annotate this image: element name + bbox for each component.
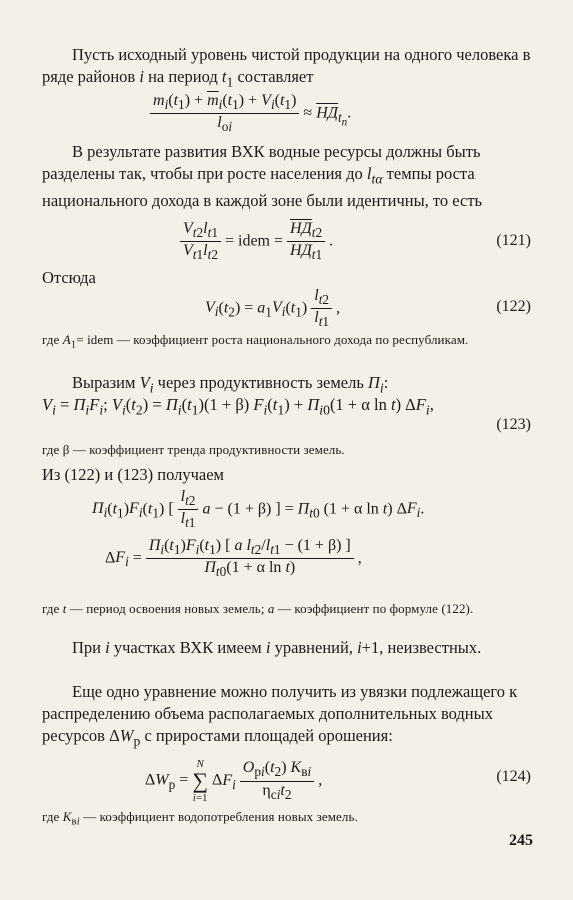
equation-income: $\frac{m_i(t_1) + \overline{m}_i(t_1) + V_i(t_1)}{l_{oi}}$ ≈ $НД_{t_n}$. bbox=[150, 92, 351, 135]
equation-123: $V_i = П_iF_i$; $V_i(t_2) = П_i(t_1)(1 + \beta) F_i(t_1) + П_{i0}(1 + \alpha$ ln t) $\Delta F_i$, bbox=[42, 395, 434, 418]
paragraph-2: В результате развития ВХК водные ресурсы должны быть разделены так, чтобы при росте населения до $l_{t\alpha}$ темпы роста национального дохода в каждой зоне были идентичны, то есть bbox=[42, 142, 483, 211]
equation-122: $V_i(t_2) = a_1V_i(t_1)$ $\frac{l_{t2}}{l_{t1}}$ , bbox=[205, 287, 341, 330]
paragraph-9: При i участках ВХК имеем i уравнений, i+1, неизвестных. bbox=[72, 638, 482, 657]
equation-124: $\Delta W_р$ = N ∑ i=1 $\Delta F_i$ $\frac{O_{рi}(t_2) K_{вi}}{\eta_{сi}t_2}$ , bbox=[145, 758, 323, 804]
equation-number-121: (121) bbox=[496, 232, 531, 249]
page-number: 245 bbox=[509, 832, 533, 849]
equation-number-124: (124) bbox=[496, 768, 531, 785]
equation-combined: $П_i(t_1)F_i(t_1)$ [ $\frac{l_{t2}}{l_{t1}}$ a − (1 + β) ] = $П_{t0}$ (1 + α ln t) $\Delta F_i$. bbox=[92, 488, 425, 531]
paragraph-1: Пусть исходный уровень чистой продукции на одного человека в ряде районов i на период $t_1$ составляет bbox=[42, 45, 531, 90]
equation-delta-f: $\Delta F_i$ = $\frac{П_i(t_1)F_i(t_1) [ a l_{t2}/l_{t1} - (1 + \beta) ]}{П_{t0}(1 + \alpha \ln t)}$ , bbox=[105, 537, 362, 580]
equation-number-123: (123) bbox=[496, 416, 531, 433]
equation-number-122: (122) bbox=[496, 298, 531, 315]
paragraph-6: где β — коэффициент тренда продуктивности земель. bbox=[42, 442, 345, 457]
paragraph-7: Из (122) и (123) получаем bbox=[42, 465, 224, 484]
paragraph-11: где $K_{вi}$ — коэффициент водопотребления новых земель. bbox=[42, 809, 358, 828]
paragraph-4: где $A_1=$ idem — коэффициент роста национального дохода по республикам. bbox=[42, 332, 469, 351]
equation-121: $\frac{V_{t2}l_{t1}}{V_{t1}l_{t2}}$ = idem = $\frac{НД_{t2}}{НД_{t1}}$ . bbox=[180, 220, 333, 263]
paragraph-3: Отсюда bbox=[42, 268, 96, 287]
paragraph-8: где t — период освоения новых земель; a — коэффициент по формуле (122). bbox=[42, 601, 474, 616]
paragraph-10: Еще одно уравнение можно получить из увязки подлежащего к распределению объема располагаемых дополнительных водных ресурсов $\Delta W_р$ с приростами площадей орошения: bbox=[42, 682, 518, 749]
paragraph-5: Выразим $V_i$ через продуктивность земель $П_i$: bbox=[72, 373, 389, 396]
